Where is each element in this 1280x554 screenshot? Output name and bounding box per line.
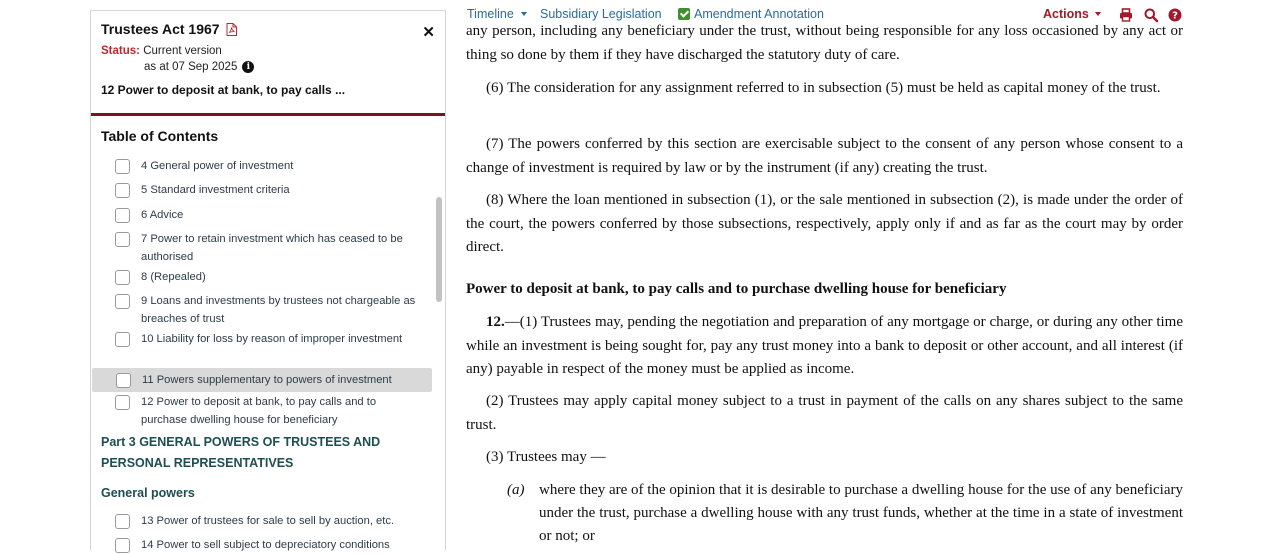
pdf-icon[interactable]: [226, 23, 237, 36]
section-number: 12.: [486, 314, 505, 330]
toc-sub-heading[interactable]: General powers: [101, 486, 195, 500]
section-12-subsection-3: (3) Trustees may —: [486, 449, 606, 465]
status-value: Current version: [143, 45, 222, 57]
toc-checkbox[interactable]: [115, 395, 130, 410]
legislation-content: [466, 0, 1184, 544]
toc-item-label[interactable]: 5 Standard investment criteria: [141, 184, 290, 196]
as-at-line: [144, 61, 435, 73]
toc-item[interactable]: [91, 268, 431, 286]
status-label: Status:: [101, 45, 140, 57]
toc-item[interactable]: [91, 206, 431, 224]
toc-item-label[interactable]: 6 Advice: [141, 209, 184, 221]
subsection-8: (8) Where the loan mentioned in subsection (1), or the sale mentioned in subsection (2), is made under the order of the court, the powers conferred by those subsections, respectively, apply only if and as far as the court may by order direct.: [466, 192, 1183, 255]
section-12-subsection-2: (2) Trustees may apply capital money subject to a trust in payment of the calls on any shares subject to the same trust.: [466, 393, 1183, 433]
toc-checkbox[interactable]: [115, 332, 130, 347]
info-icon[interactable]: i: [242, 61, 254, 73]
toc-item[interactable]: [91, 330, 431, 348]
toc-item-label[interactable]: 12 Power to deposit at bank, to pay calls and to purchase dwelling house for beneficiary: [141, 396, 377, 426]
toc-item[interactable]: [91, 292, 431, 328]
toc-item[interactable]: [91, 393, 431, 429]
subsidiary-label: Subsidiary Legislation: [540, 7, 662, 21]
toc-scrollbar-thumb[interactable]: [436, 197, 442, 302]
toc-item-label[interactable]: 9 Loans and investments by trustees not chargeable as breaches of trust: [141, 295, 416, 325]
toc-part-heading[interactable]: Part 3 GENERAL POWERS OF TRUSTEES AND PERSONAL REPRESENTATIVES: [101, 435, 381, 470]
current-section: 12 Power to deposit at bank, to pay calls ...: [101, 83, 346, 97]
paragraph-continued: [466, 21, 1183, 63]
toc-checkbox[interactable]: [116, 373, 131, 388]
toc-item[interactable]: [91, 536, 431, 554]
toc-item-label[interactable]: 8 (Repealed): [141, 271, 206, 283]
act-header: [91, 11, 445, 116]
act-title: Trustees Act 1967: [101, 21, 220, 37]
actions-label: Actions: [1043, 7, 1089, 21]
toc-checkbox[interactable]: [115, 208, 130, 223]
toc-list[interactable]: [91, 157, 445, 551]
section-12-heading: Power to deposit at bank, to pay calls and to purchase dwelling house for beneficiary: [466, 281, 1007, 297]
subsection-text: —(1) Trustees may, pending the negotiation and preparation of any mortgage or charge, or during any other time while an investment is being sought for, pay any trust money into a bank to deposit or other account, and all interest (if any) payable in respect of the money must be applied as income.: [466, 314, 1183, 377]
toc-item-label[interactable]: 11 Powers supplementary to powers of investment: [142, 374, 392, 386]
act-title-row: [101, 21, 435, 37]
subsection-6: (6) The consideration for any assignment referred to in subsection (5) must be held as capital money of the trust.: [486, 80, 1161, 96]
toc-checkbox[interactable]: [115, 232, 130, 247]
timeline-label: Timeline: [467, 7, 514, 21]
toc-item-label[interactable]: 7 Power to retain investment which has ceased to be authorised: [141, 233, 403, 263]
toc-checkbox[interactable]: [115, 159, 130, 174]
toc-item-label[interactable]: 4 General power of investment: [141, 160, 294, 172]
toc-checkbox[interactable]: [115, 294, 130, 309]
paragraph-text: where they are of the opinion that it is desirable to purchase a dwelling house for the use of any beneficiary under the trust, purchase a dwelling house with any trust funds, whether at the time in a state of investment or not; or: [539, 482, 1183, 544]
as-at-date: as at 07 Sep 2025: [144, 61, 238, 73]
toc-item-label[interactable]: 13 Power of trustees for sale to sell by auction, etc.: [141, 515, 395, 527]
toc-item[interactable]: [91, 230, 431, 266]
subsection-7: (7) The powers conferred by this section are exercisable subject to the consent of any person whose consent to a change of investment is required by law or by the instrument (if any) creating the trust.: [466, 136, 1183, 176]
svg-text:?: ?: [1172, 10, 1178, 22]
toc-title: Table of Contents: [101, 128, 219, 144]
toc-item-label[interactable]: 14 Power to sell subject to depreciatory conditions: [141, 539, 390, 551]
paragraph-text: any person, including any beneficiary under the trust, without being responsible for any loss occasioned by any act or thing so done by them if they have discharged the statutory duty of care.: [466, 23, 1183, 63]
toc-checkbox[interactable]: [115, 538, 130, 553]
toc-item[interactable]: [91, 512, 431, 530]
toc-item-label[interactable]: 10 Liability for loss by reason of improper investment: [141, 333, 403, 345]
section-12-3-a: [507, 479, 1183, 548]
toc-item[interactable]: [91, 181, 431, 199]
close-icon[interactable]: ✕: [422, 24, 435, 41]
section-12-subsection-1: [466, 311, 1183, 382]
paragraph-label: (a): [507, 482, 525, 498]
toc-item-active[interactable]: [92, 368, 432, 392]
toc-checkbox[interactable]: [115, 270, 130, 285]
amendment-label: Amendment Annotation: [694, 7, 824, 21]
toc-checkbox[interactable]: [115, 514, 130, 529]
status-line: [101, 45, 435, 57]
toc-item[interactable]: [91, 157, 431, 175]
toc-checkbox[interactable]: [115, 183, 130, 198]
act-panel: [90, 10, 446, 550]
